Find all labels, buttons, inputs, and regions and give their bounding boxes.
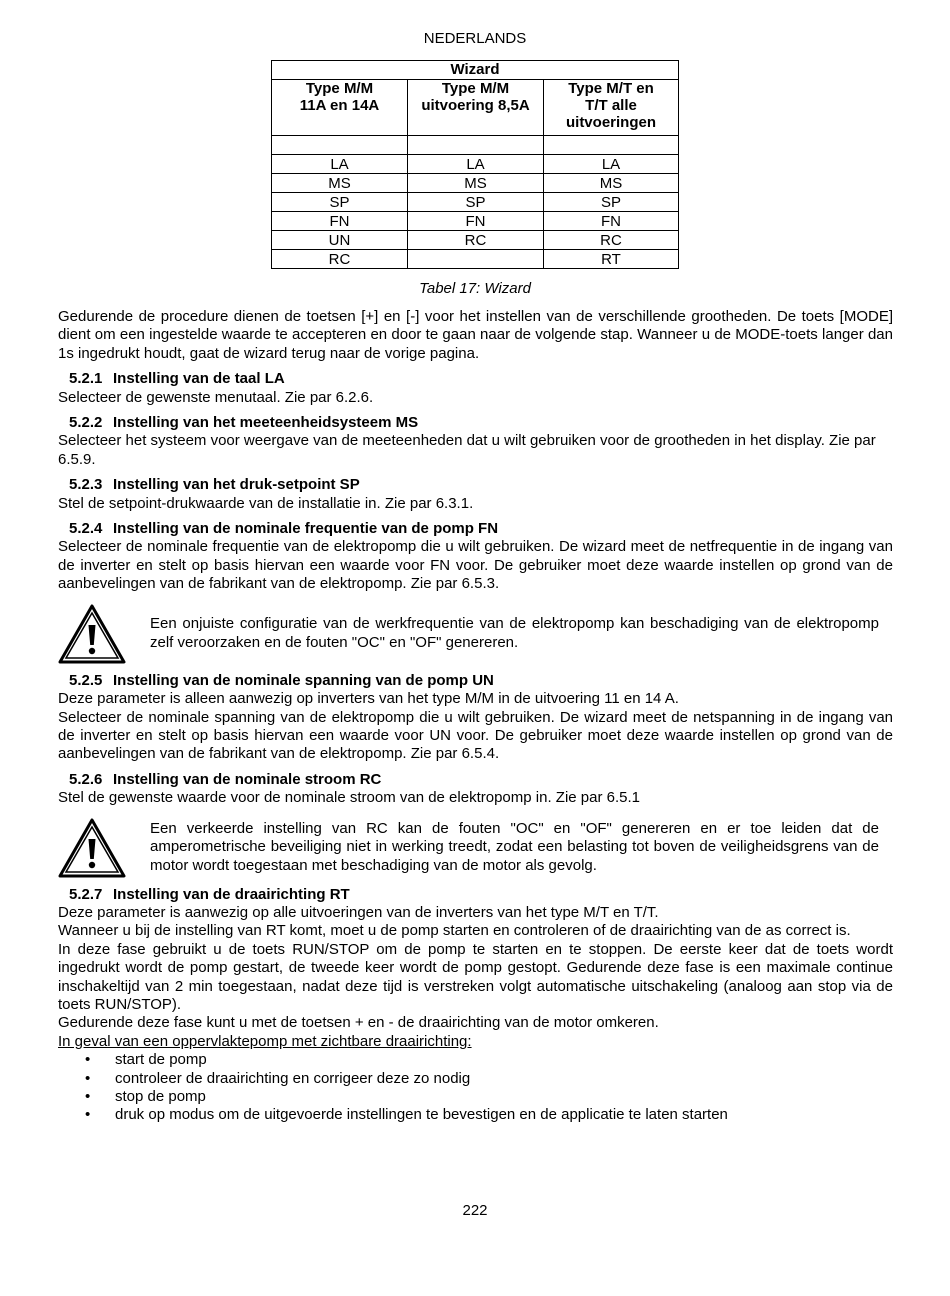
document-body <box>58 308 893 1125</box>
section-heading <box>69 886 893 904</box>
warning-box <box>58 818 893 878</box>
section-number: 5.2.2 <box>69 414 103 432</box>
table-cell: RC <box>544 231 679 250</box>
table-row <box>272 193 679 212</box>
table-title: Wizard <box>272 61 679 80</box>
list-item-text: controleer de draairichting en corrigeer deze zo nodig <box>115 1069 471 1087</box>
wizard-table <box>271 60 679 269</box>
section-heading <box>69 476 893 494</box>
table-row <box>272 231 679 250</box>
list-item <box>58 1051 893 1069</box>
section-heading <box>69 520 893 538</box>
section-number: 5.2.1 <box>69 370 103 388</box>
table-row <box>272 136 679 155</box>
section-text: In deze fase gebruikt u de toets RUN/STOP om de pomp te starten en te stoppen. De eerste keer dat de toets wordt ingedrukt wordt de pomp gestart, de tweede keer wordt de pomp gestopt. Gedurende deze fase is een maximale continue inschakeltijd van 2 min toegestaan, nadat deze tijd is verstreken volgt automatische uitschakeling (analoog aan stop via de toets RUN/STOP). <box>58 940 893 1013</box>
table-row <box>272 212 679 231</box>
section-text: Stel de gewenste waarde voor de nominale stroom van de elektropomp in. Zie par 6.5.1 <box>58 789 640 807</box>
section-title: Instelling van de taal LA <box>113 370 285 388</box>
list-item <box>58 1070 893 1088</box>
table-cell: FN <box>408 212 544 231</box>
section-heading <box>69 414 893 432</box>
section-title: Instelling van de draairichting RT <box>113 885 350 903</box>
section-text: Deze parameter is aanwezig op alle uitvoeringen van de inverters van het type M/T en T/T. <box>58 903 659 921</box>
column-header: Type M/M 11A en 14A <box>272 80 408 136</box>
table-cell <box>408 250 544 269</box>
page-number: 222 <box>462 1202 488 1219</box>
list-item-text: start de pomp <box>115 1051 207 1069</box>
table-cell: RT <box>544 250 679 269</box>
section-heading <box>69 672 893 690</box>
page-header: NEDERLANDS <box>423 30 527 47</box>
table-cell <box>408 136 544 155</box>
section-number: 5.2.5 <box>69 671 103 689</box>
table-cell: FN <box>544 212 679 231</box>
section-text: Stel de setpoint-drukwaarde van de installatie in. Zie par 6.3.1. <box>58 494 474 512</box>
warning-text: Een verkeerde instelling van RC kan de fouten "OC" en "OF" genereren en er toe leiden dat de amperometrische beveiliging niet in werking treedt, zodat een belasting tot boven de veiligheidsgrens van de motor wordt toegestaan met beschadiging van de motor als gevolg. <box>150 819 879 874</box>
table-cell <box>272 136 408 155</box>
bullet-list <box>58 1051 893 1125</box>
table-cell: LA <box>272 155 408 174</box>
list-item-text: druk op modus om de uitgevoerde instellingen te bevestigen en de applicatie te laten starten <box>115 1106 728 1124</box>
warning-box <box>58 604 893 664</box>
section-text: Selecteer het systeem voor weergave van de meeteenheden dat u wilt gebruiken voor de grootheden in het display. Zie par 6.5.9. <box>58 432 876 468</box>
table-cell: FN <box>272 212 408 231</box>
section-title: Instelling van de nominale stroom RC <box>113 770 382 788</box>
table-row <box>272 250 679 269</box>
table-cell: UN <box>272 231 408 250</box>
table-cell <box>544 136 679 155</box>
section-number: 5.2.3 <box>69 476 103 494</box>
list-item <box>58 1088 893 1106</box>
table-cell: SP <box>544 193 679 212</box>
warning-icon <box>58 818 126 878</box>
table-cell: SP <box>408 193 544 212</box>
table-row <box>272 174 679 193</box>
section-number: 5.2.7 <box>69 885 103 903</box>
section-heading <box>69 771 893 789</box>
section-title: Instelling van de nominale spanning van de pomp UN <box>113 671 494 689</box>
section-text: Wanneer u bij de instelling van RT komt, moet u de pomp starten en controleren of de draairichting van de as correct is. <box>58 922 851 940</box>
table-cell: LA <box>544 155 679 174</box>
bullet-icon: • <box>85 1051 91 1069</box>
section-text: Selecteer de gewenste menutaal. Zie par 6.2.6. <box>58 388 374 406</box>
table-cell: LA <box>408 155 544 174</box>
bullet-icon: • <box>85 1088 91 1105</box>
table-caption: Tabel 17: Wizard <box>419 280 531 297</box>
section-text: Gedurende deze fase kunt u met de toetsen + en - de draairichting van de motor omkeren. <box>58 1014 659 1032</box>
table-cell: MS <box>408 174 544 193</box>
section-text: Selecteer de nominale spanning van de elektropomp die u wilt gebruiken. De wizard meet de netspanning in de ingang van de inverter en stelt op basis hiervan een waarde voor UN voor. De gebruiker moet deze waarde instellen op grond van de aanbevelingen van de fabrikant van de elektropomp. Zie par 6.5.4. <box>58 708 893 763</box>
section-title: Instelling van het meeteenheidsysteem MS <box>113 414 419 432</box>
table-cell: MS <box>544 174 679 193</box>
section-text: Deze parameter is alleen aanwezig op inverters van het type M/M in de uitvoering 11 en 14 A. <box>58 690 679 708</box>
column-header: Type M/M uitvoering 8,5A <box>408 80 544 136</box>
list-item-text: stop de pomp <box>115 1088 206 1105</box>
intro-paragraph: Gedurende de procedure dienen de toetsen [+] en [-] voor het instellen van de verschillende grootheden. De toets [MODE] dient om een ingestelde waarde te accepteren en door te gaan naar de volgende stap. Wanneer u de MODE-toets langer dan 1s ingedrukt houdt, gaat de wizard terug naar de vorige pagina. <box>58 308 893 362</box>
section-title: Instelling van het druk-setpoint SP <box>113 476 360 494</box>
bullet-icon: • <box>85 1106 91 1124</box>
section-number: 5.2.4 <box>69 520 103 538</box>
table-cell: RC <box>408 231 544 250</box>
table-cell: RC <box>272 250 408 269</box>
section-heading <box>69 370 893 388</box>
section-title: Instelling van de nominale frequentie van de pomp FN <box>113 520 499 538</box>
warning-text: Een onjuiste configuratie van de werkfrequentie van de elektropomp kan beschadiging van de elektropomp zelf veroorzaken en de fouten "OC" en "OF" genereren. <box>150 615 879 651</box>
subheading-text: In geval van een oppervlaktepomp met zichtbare draairichting: <box>58 1032 472 1050</box>
section-text: Selecteer de nominale frequentie van de elektropomp die u wilt gebruiken. De wizard meet de netfrequentie in de ingang van de inverter en stelt op basis hiervan een waarde voor FN voor. De gebruiker moet deze waarde instellen op grond van de aanbevelingen van de fabrikant van de elektropomp. Zie par 6.5.3. <box>58 538 893 593</box>
table-row <box>272 155 679 174</box>
column-header: Type M/T en T/T alle uitvoeringen <box>544 80 679 136</box>
bullet-icon: • <box>85 1069 91 1087</box>
list-item <box>58 1106 893 1124</box>
table-cell: SP <box>272 193 408 212</box>
subheading <box>58 1033 893 1051</box>
warning-icon <box>58 604 126 664</box>
table-cell: MS <box>272 174 408 193</box>
section-number: 5.2.6 <box>69 770 103 788</box>
